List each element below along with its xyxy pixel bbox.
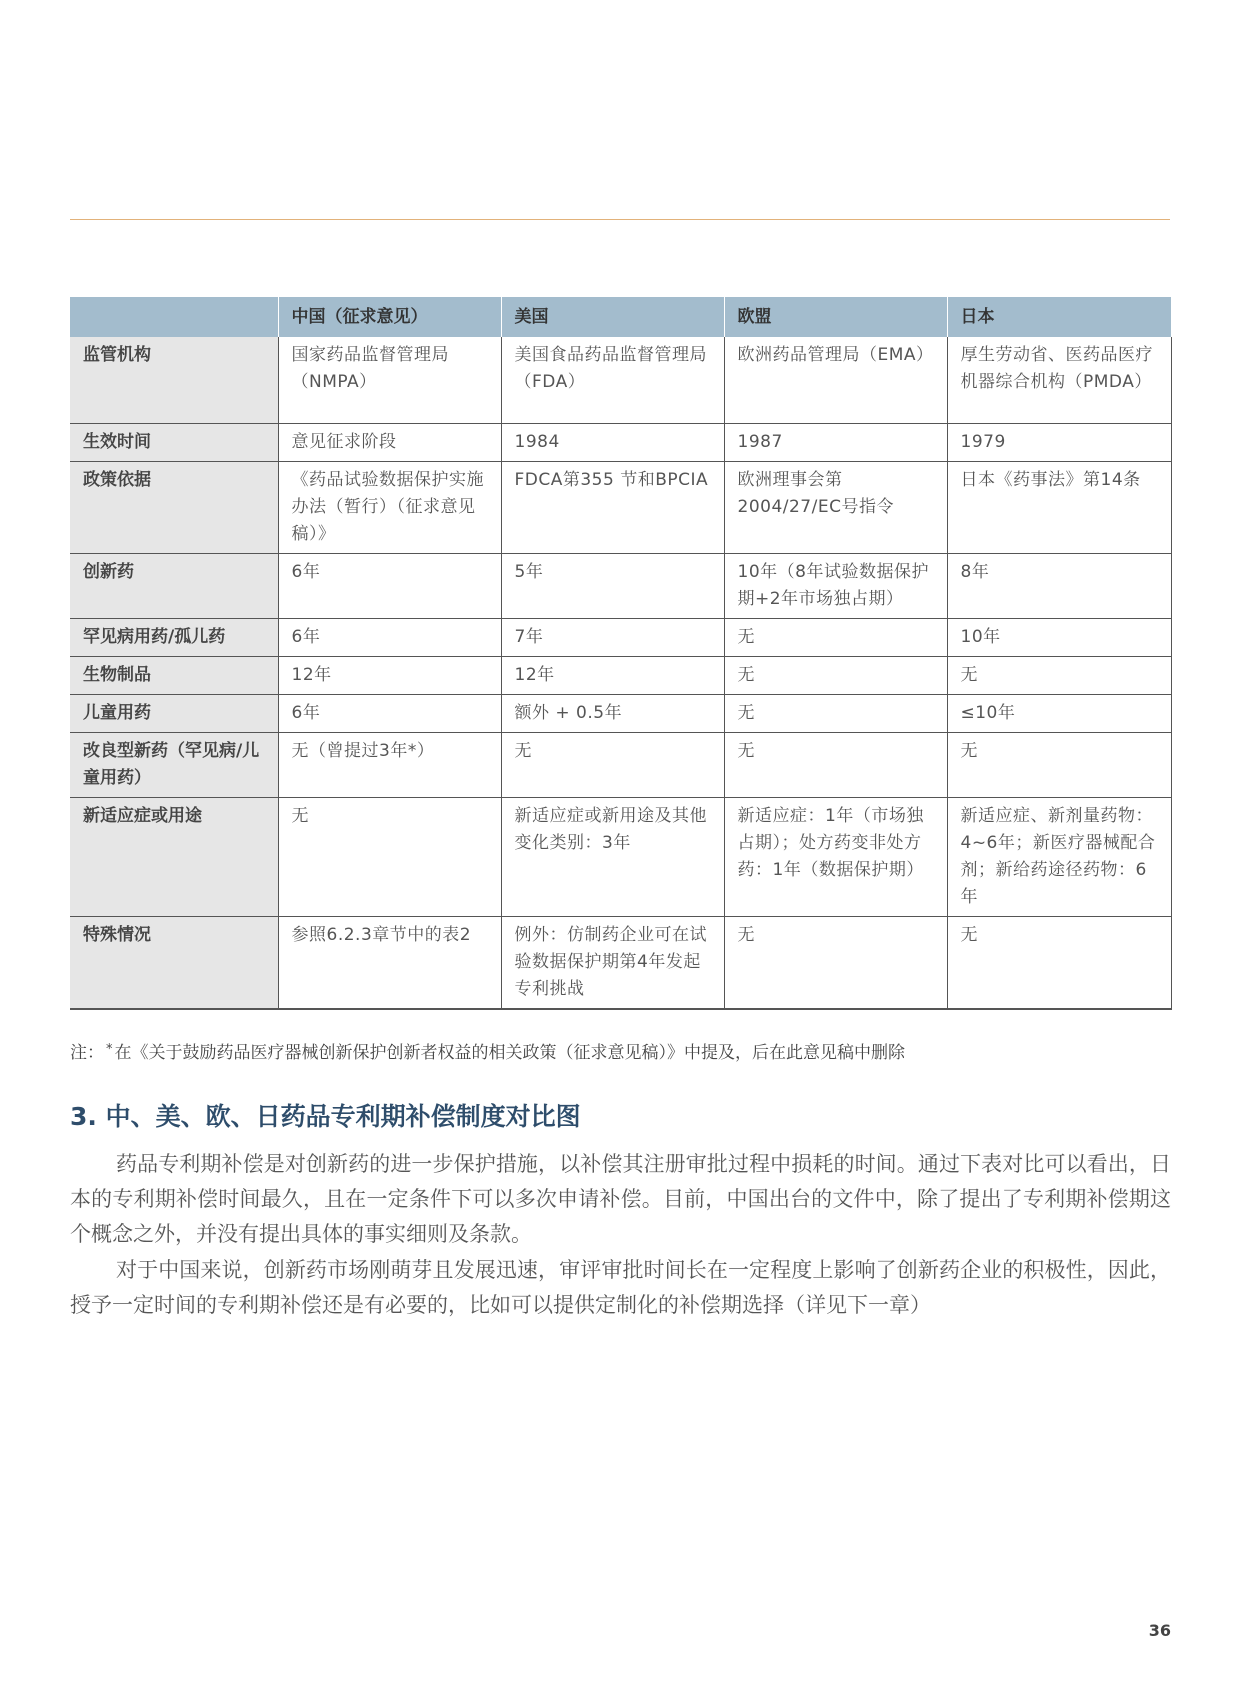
- cell-japan: 无: [947, 656, 1171, 694]
- cell-japan: 1979: [947, 423, 1171, 461]
- row-label: 政策依据: [70, 461, 278, 553]
- table-row: [70, 916, 1171, 1009]
- cell-japan: 无: [947, 916, 1171, 1009]
- footnote-prefix: 注：: [70, 1043, 104, 1063]
- table-row: [70, 461, 1171, 553]
- table-row: [70, 797, 1171, 916]
- cell-china: 6年: [278, 553, 501, 618]
- cell-china: 意见征求阶段: [278, 423, 501, 461]
- table-header-row: [70, 297, 1171, 337]
- header-china: 中国（征求意见）: [278, 297, 501, 337]
- table-row: [70, 553, 1171, 618]
- header-divider: [70, 219, 1170, 220]
- cell-eu: 无: [724, 618, 947, 656]
- cell-eu: 无: [724, 694, 947, 732]
- row-label: 生效时间: [70, 423, 278, 461]
- cell-japan: 10年: [947, 618, 1171, 656]
- cell-usa: 无: [501, 732, 724, 797]
- cell-eu: 新适应症：1年（市场独占期）；处方药变非处方药：1年（数据保护期）: [724, 797, 947, 916]
- footnote-asterisk: *: [106, 1042, 113, 1057]
- table-footnote: [70, 1038, 1170, 1065]
- cell-china: 12年: [278, 656, 501, 694]
- row-label: 改良型新药（罕见病/儿童用药）: [70, 732, 278, 797]
- cell-japan: 日本《药事法》第14条: [947, 461, 1171, 553]
- cell-japan: 无: [947, 732, 1171, 797]
- row-label: 特殊情况: [70, 916, 278, 1009]
- row-label: 罕见病用药/孤儿药: [70, 618, 278, 656]
- data-protection-comparison-table: [70, 297, 1172, 1010]
- table-row: [70, 337, 1171, 423]
- cell-china: 6年: [278, 618, 501, 656]
- cell-usa: 7年: [501, 618, 724, 656]
- row-label: 新适应症或用途: [70, 797, 278, 916]
- cell-eu: 无: [724, 732, 947, 797]
- cell-japan: ≤10年: [947, 694, 1171, 732]
- header-eu: 欧盟: [724, 297, 947, 337]
- cell-usa: 12年: [501, 656, 724, 694]
- table-row: [70, 423, 1171, 461]
- cell-china: 6年: [278, 694, 501, 732]
- cell-eu: 欧洲药品管理局（EMA）: [724, 337, 947, 423]
- cell-usa: 例外：仿制药企业可在试验数据保护期第4年发起专利挑战: [501, 916, 724, 1009]
- footnote-text: 在《关于鼓励药品医疗器械创新保护创新者权益的相关政策（征求意见稿）》中提及，后在此意见稿中删除: [114, 1043, 905, 1063]
- cell-eu: 欧洲理事会第2004/27/EC号指令: [724, 461, 947, 553]
- page-number: 36: [1148, 1621, 1171, 1640]
- body-paragraph-2: 对于中国来说，创新药市场刚萌芽且发展迅速，审评审批时间长在一定程度上影响了创新药企业的积极性，因此，授予一定时间的专利期补偿还是有必要的，比如可以提供定制化的补偿期选择（详见下一章）: [70, 1258, 1171, 1317]
- cell-china: 参照6.2.3章节中的表2: [278, 916, 501, 1009]
- table-row: [70, 694, 1171, 732]
- cell-usa: FDCA第355 节和BPCIA: [501, 461, 724, 553]
- cell-china: 无: [278, 797, 501, 916]
- cell-japan: 8年: [947, 553, 1171, 618]
- cell-eu: 1987: [724, 423, 947, 461]
- cell-usa: 新适应症或新用途及其他变化类别：3年: [501, 797, 724, 916]
- table-row: [70, 618, 1171, 656]
- row-label: 创新药: [70, 553, 278, 618]
- header-usa: 美国: [501, 297, 724, 337]
- row-label: 儿童用药: [70, 694, 278, 732]
- cell-usa: 5年: [501, 553, 724, 618]
- header-empty: [70, 297, 278, 337]
- cell-japan: 厚生劳动省、医药品医疗机器综合机构（PMDA）: [947, 337, 1171, 423]
- cell-china: 无（曾提过3年*）: [278, 732, 501, 797]
- table-row: [70, 656, 1171, 694]
- cell-eu: 无: [724, 916, 947, 1009]
- cell-usa: 美国食品药品监督管理局（FDA）: [501, 337, 724, 423]
- cell-eu: 无: [724, 656, 947, 694]
- section-title: 3. 中、美、欧、日药品专利期补偿制度对比图: [70, 1102, 581, 1131]
- cell-usa: 1984: [501, 423, 724, 461]
- cell-china: 《药品试验数据保护实施办法（暂行）（征求意见稿）》: [278, 461, 501, 553]
- row-label: 监管机构: [70, 337, 278, 423]
- cell-usa: 额外 + 0.5年: [501, 694, 724, 732]
- cell-japan: 新适应症、新剂量药物：4~6年；新医疗器械配合剂；新给药途径药物：6年: [947, 797, 1171, 916]
- cell-china: 国家药品监督管理局（NMPA）: [278, 337, 501, 423]
- table-row: [70, 732, 1171, 797]
- row-label: 生物制品: [70, 656, 278, 694]
- cell-eu: 10年（8年试验数据保护期+2年市场独占期）: [724, 553, 947, 618]
- header-japan: 日本: [947, 297, 1171, 337]
- body-paragraph-1: 药品专利期补偿是对创新药的进一步保护措施，以补偿其注册审批过程中损耗的时间。通过下表对比可以看出，日本的专利期补偿时间最久，且在一定条件下可以多次申请补偿。目前，中国出台的文件中，除了提出了专利期补偿期这个概念之外，并没有提出具体的事实细则及条款。: [70, 1152, 1171, 1246]
